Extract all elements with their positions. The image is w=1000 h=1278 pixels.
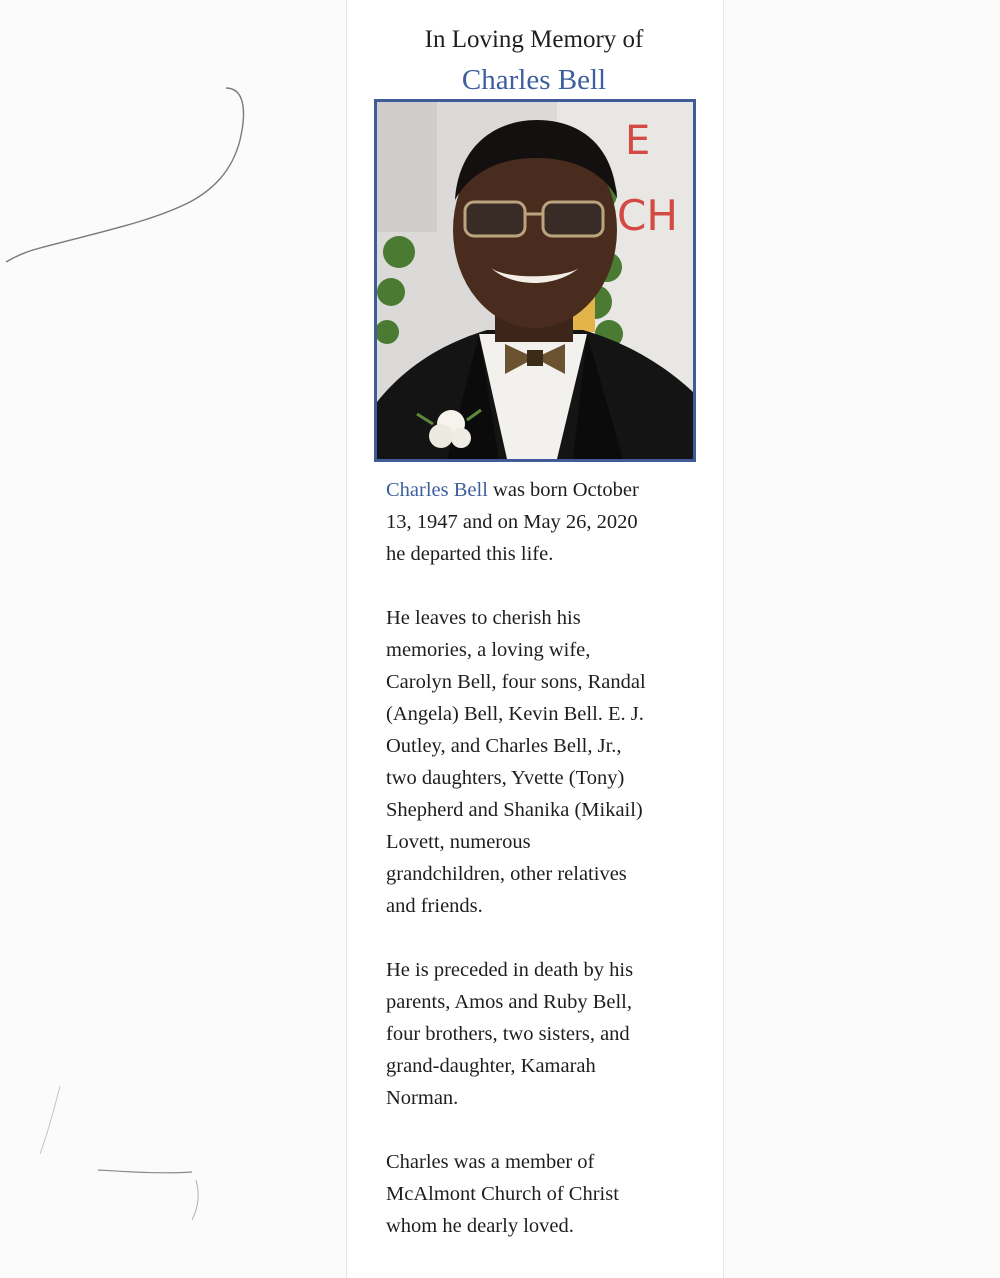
pen-stroke-mark-left (30, 1080, 90, 1160)
birth-death-text: was born October 13, 1947 and on May 26, 2020 he departed this life. (386, 479, 639, 565)
memorial-heading: In Loving Memory of (424, 26, 644, 53)
sign-letters-top: E (625, 118, 651, 164)
preceded-paragraph: He is preceded in death by his parents, Amos and Ruby Bell, four brothers, two sisters, and grand-daughter, Kamarah Norman. (386, 959, 634, 1109)
deceased-name-title: Charles Bell (461, 64, 607, 96)
pen-stroke-mark (92, 1150, 212, 1230)
pen-scribble-mark (0, 80, 260, 270)
portrait-illustration (377, 102, 693, 459)
portrait-photo (374, 99, 696, 462)
church-paragraph: Charles was a member of McAlmont Church of Christ whom he dearly loved. (386, 1151, 619, 1237)
obituary-text (386, 474, 686, 1242)
birth-death-paragraph (386, 474, 686, 570)
sign-letters-bottom: CH (617, 191, 678, 240)
deceased-name-inline: Charles Bell (386, 479, 488, 501)
survivors-paragraph: He leaves to cherish his memories, a loving wife, Carolyn Bell, four sons, Randal (Angela) Bell, Kevin Bell. E. J. Outley, and Charles Bell, Jr., two daughters, Yvette (Tony) Shepherd and Shanika (Mikail) Lovett, numerous grandchildren, other relatives and friends. (386, 607, 646, 917)
